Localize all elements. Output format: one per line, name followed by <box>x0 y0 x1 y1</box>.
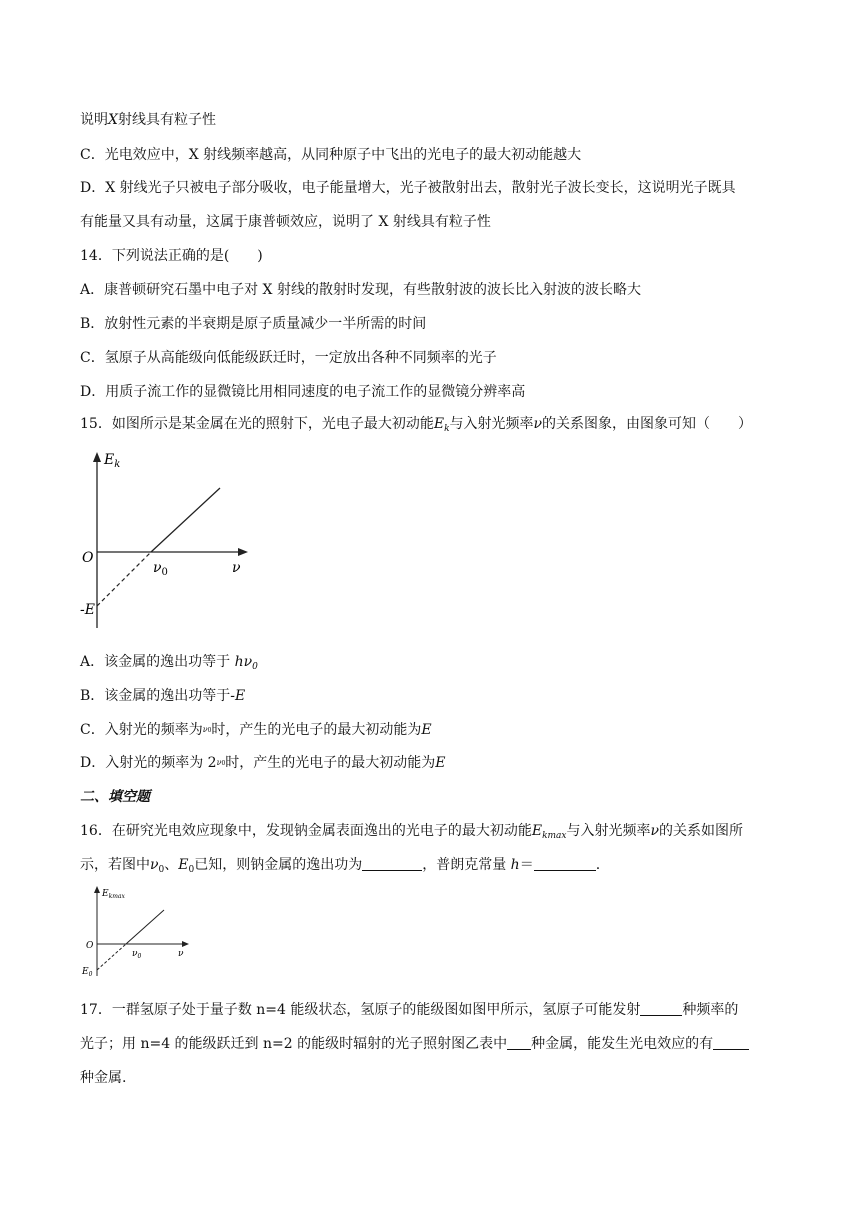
q15-option-a <box>80 652 258 677</box>
q16-e0-symbol: E <box>178 857 189 873</box>
q17-text-4: 种金属，能发生光电效应的有 <box>531 1036 714 1052</box>
q16-y-intercept-label: $E_0$ <box>82 967 93 978</box>
q16-dashed-extension <box>97 944 126 970</box>
q15-option-a-text: A．该金属的逸出功等于 <box>80 654 231 670</box>
q15-option-c-nu: ν <box>202 725 208 734</box>
q15-option-c-text: C．入射光的频率为 <box>80 722 203 738</box>
q13-tail-text-2: 射线具有粒子性 <box>117 112 216 128</box>
q13-tail-x: X <box>108 112 118 128</box>
q17-line3: 种金属. <box>80 1070 127 1086</box>
q15-option-a-hv: hν <box>234 654 253 670</box>
q16-text-2: 与入射光频率 <box>566 823 651 839</box>
q15-y-axis-arrow <box>93 452 101 462</box>
q16-text-1: 16．在研究光电效应现象中，发现钠金属表面逸出的光电子的最大初动能 <box>80 823 532 839</box>
q15-nu-symbol: ν <box>533 416 543 432</box>
q15-option-d-e: E <box>435 755 446 771</box>
q13-option-d-line1: D．X 射线光子只被电子部分吸收，电子能量增大，光子被散射出去，散射光子波长变长，这说明光子既具 <box>80 180 736 196</box>
q15-option-c-sub: 0 <box>207 727 212 734</box>
q14-stem: 14．下列说法正确的是( ) <box>80 248 263 264</box>
q16-planck-constant-blank[interactable] <box>534 856 596 871</box>
q15-option-b-value: -E <box>230 688 246 704</box>
q17-line2 <box>80 1034 749 1054</box>
q13-option-d-line2: 有能量又具有动量，这属于康普顿效应，说明了 X 射线具有粒子性 <box>80 214 491 230</box>
q15-y-intercept-label: -E <box>80 602 95 618</box>
q15-y-label: $E_k$ <box>104 452 121 470</box>
q17-text-2: 种频率的 <box>682 1002 739 1018</box>
q17-metal-count-blank[interactable] <box>507 1035 531 1050</box>
q15-dashed-extension <box>97 552 151 606</box>
q16-text-4: 示，若图中 <box>80 857 150 873</box>
q16-ekmax-subscript: kmax <box>542 831 567 841</box>
q17-line1 <box>80 1000 738 1020</box>
q16-y-label: $E_{kmax}$ <box>102 889 125 900</box>
q17-text-3: 光子；用 n=4 的能级跃迁到 n=2 的能级时辐射的光子照射图乙表中 <box>80 1036 508 1052</box>
q16-line2 <box>80 855 600 880</box>
q15-option-c <box>80 720 432 741</box>
q14-option-d: D．用质子流工作的显微镜比用相同速度的电子流工作的显微镜分辨率高 <box>80 384 526 400</box>
q15-ek-line <box>151 488 220 552</box>
q15-option-d-text: D．入射光的频率为 2 <box>80 755 217 771</box>
q16-separator: 、 <box>164 857 179 873</box>
q16-equals: ＝ <box>519 857 534 873</box>
q16-text-5: 已知，则钠金属的逸出功为 <box>194 857 363 873</box>
q15-option-b <box>80 686 245 706</box>
q16-ekmax-graph <box>80 884 192 980</box>
q13-conclusion-line <box>80 110 216 130</box>
q16-x-label: ν <box>178 949 184 959</box>
q15-ek-symbol: E <box>433 416 445 432</box>
q16-text-3: 的关系如图所 <box>659 823 744 839</box>
q15-origin-label: O <box>82 550 94 566</box>
q14-option-c: C．氢原子从高能级向低能级跃迁时，一定放出各种不同频率的光子 <box>80 350 497 366</box>
q17-frequency-count-blank[interactable] <box>640 1001 682 1016</box>
q14-option-b: B．放射性元素的半衰期是原子质量减少一半所需的时间 <box>80 316 427 332</box>
q15-option-b-text: B．该金属的逸出功等于 <box>80 688 231 704</box>
q17-text-1: 17．一群氢原子处于量子数 n=4 能级状态，氢原子的能级图如图甲所示，氢原子可能发射 <box>80 1002 641 1018</box>
q15-stem-text-2: 与入射光频率 <box>449 416 534 432</box>
q16-ekmax-symbol: E <box>531 823 543 839</box>
q15-option-c-text-2: 时，产生的光电子的最大初动能为 <box>211 722 422 738</box>
q15-ek-graph <box>80 448 260 638</box>
q16-x-axis-arrow <box>182 941 189 947</box>
q15-option-d-nu: ν <box>216 758 222 767</box>
q15-option-d-sub: 0 <box>221 760 226 767</box>
q16-ekmax-line <box>126 910 164 944</box>
q15-x-axis-arrow <box>238 548 248 556</box>
q15-option-d-text-2: 时，产生的光电子的最大初动能为 <box>225 755 436 771</box>
q17-photoelectric-count-blank[interactable] <box>713 1035 749 1050</box>
q15-stem <box>80 414 752 439</box>
q16-period: . <box>595 857 601 873</box>
q13-option-c: C．光电效应中，X 射线频率越高，从同种原子中飞出的光电子的最大初动能越大 <box>80 147 582 163</box>
q16-work-function-blank[interactable] <box>362 856 422 871</box>
q16-h-symbol: h <box>510 857 520 873</box>
q16-origin-label: O <box>86 941 94 951</box>
section-heading-fill-in: 二、填空题 <box>80 789 150 805</box>
q13-tail-text: 说明 <box>80 112 108 128</box>
q16-line1 <box>80 821 743 846</box>
q16-v0-label: $\nu_0$ <box>132 949 142 960</box>
q15-v0-label: $\nu_0$ <box>153 560 168 578</box>
q16-v0-subscript: 0 <box>158 865 165 875</box>
q15-option-a-sub: 0 <box>252 662 258 672</box>
q15-option-c-e: E <box>421 722 432 738</box>
q15-option-d <box>80 753 446 774</box>
q16-e0-subscript: 0 <box>188 865 195 875</box>
q14-option-a: A．康普顿研究石墨中电子对 X 射线的散射时发现，有些散射波的波长比入射波的波长略大 <box>80 282 641 298</box>
q16-nu-symbol: ν <box>650 823 660 839</box>
q15-x-label: ν <box>232 560 241 576</box>
q16-text-6: ，普朗克常量 <box>422 857 507 873</box>
q16-v0-symbol: ν <box>150 857 159 873</box>
q15-ek-subscript: k <box>444 424 450 434</box>
q16-y-axis-arrow <box>94 886 100 893</box>
q15-stem-text: 15．如图所示是某金属在光的照射下，光电子最大初动能 <box>80 416 434 432</box>
q15-stem-text-3: 的关系图象，由图象可知（ ） <box>542 416 753 432</box>
